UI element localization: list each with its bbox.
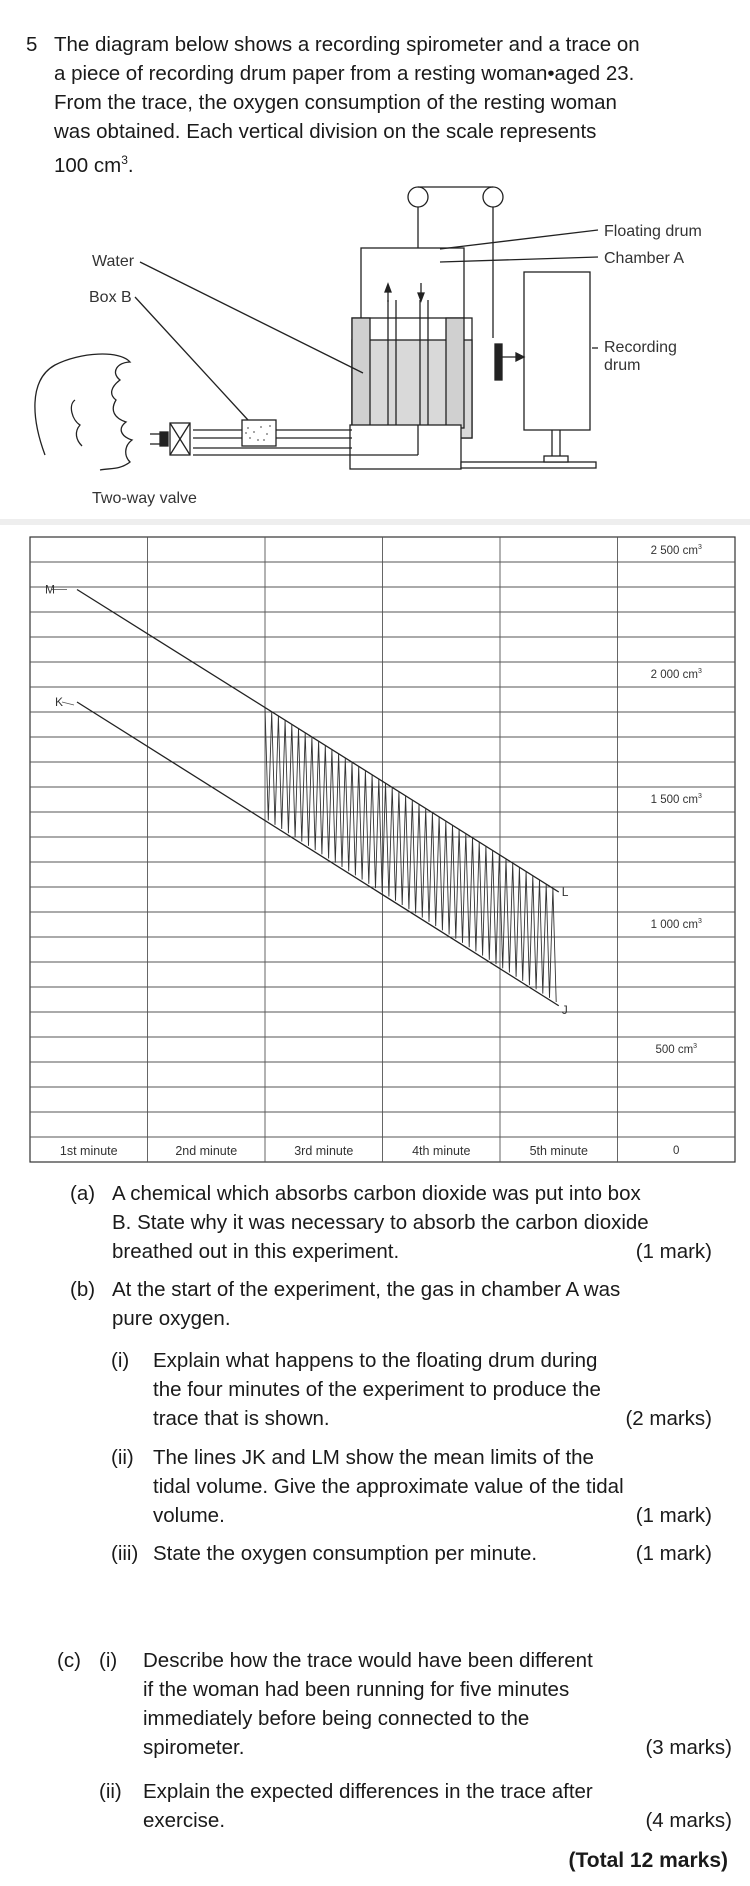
- minute-label: 4th minute: [412, 1144, 471, 1158]
- intro-end: .: [127, 153, 134, 177]
- part-b-ii-text: [153, 1443, 713, 1530]
- part-b-i-marks: (2 marks): [625, 1407, 712, 1430]
- part-b-iii-text: [153, 1539, 653, 1568]
- text-line: pure oxygen.: [112, 1307, 231, 1330]
- text-line: B. State why it was necessary to absorb the carbon dioxide: [112, 1211, 649, 1234]
- intro-unit: 100 cm: [54, 153, 122, 177]
- label-drum: drum: [604, 357, 641, 374]
- point-label-j: J: [561, 1002, 568, 1017]
- text-line: At the start of the experiment, the gas in chamber A was: [112, 1278, 621, 1301]
- minute-label: 2nd minute: [175, 1144, 238, 1158]
- part-c-i-label: (i): [99, 1649, 118, 1672]
- volume-label: 2 500 $cm^3$: [650, 544, 702, 557]
- text-line: A chemical which absorbs carbon dioxide was put into box: [112, 1182, 641, 1205]
- pulley-right: [483, 187, 503, 207]
- pen: [495, 344, 502, 380]
- part-b-text: [112, 1275, 732, 1333]
- part-b-i-label: (i): [111, 1349, 130, 1372]
- part-c-ii-text: [143, 1777, 703, 1835]
- point-label-k: K: [55, 695, 64, 709]
- part-b-ii-label: (ii): [111, 1446, 134, 1469]
- chart-grid: [30, 537, 735, 1162]
- part-c-ii-marks: (4 marks): [645, 1809, 732, 1832]
- text-line: breathed out in this experiment.: [112, 1240, 400, 1263]
- section-divider: [0, 519, 750, 525]
- volume-label-sup: 3: [697, 918, 702, 925]
- volume-label: 500 $cm^3$: [655, 1043, 698, 1056]
- minute-label: 1st minute: [59, 1144, 118, 1158]
- intro-line: The diagram below shows a recording spirometer and a trace on: [54, 33, 640, 56]
- intro-line: a piece of recording drum paper from a resting woman•aged 23.: [54, 62, 635, 85]
- text-line: if the woman had been running for five minutes: [143, 1678, 570, 1701]
- volume-label-sup: 3: [697, 793, 702, 800]
- text-line: spirometer.: [143, 1736, 245, 1759]
- text-line: volume.: [153, 1504, 225, 1527]
- part-b-iii-label: (iii): [111, 1542, 139, 1565]
- text-line: exercise.: [143, 1809, 226, 1832]
- text-line: Explain what happens to the floating drum during: [153, 1349, 598, 1372]
- text-line: The lines JK and LM show the mean limits of the: [153, 1446, 594, 1469]
- text-line: Explain the expected differences in the trace after: [143, 1780, 593, 1803]
- spirometer-diagram: [0, 175, 750, 515]
- text-line: tidal volume. Give the approximate value of the tidal: [153, 1475, 624, 1498]
- part-c-i-text: [143, 1646, 723, 1762]
- part-c-ii-label: (ii): [99, 1780, 122, 1803]
- volume-label: 1 500 $cm^3$: [650, 793, 702, 806]
- label-floating-drum: Floating drum: [604, 223, 702, 240]
- part-b-iii-marks: (1 mark): [635, 1542, 712, 1565]
- minute-label: 3rd minute: [294, 1144, 354, 1158]
- part-b-label: (b): [70, 1278, 96, 1301]
- volume-label: 1 000 $cm^3$: [650, 918, 702, 931]
- part-c-label: (c): [57, 1649, 81, 1672]
- question-number: 5: [26, 33, 38, 56]
- label-recording: Recording: [604, 339, 677, 356]
- recording-drum: [524, 272, 590, 430]
- part-b-ii-marks: (1 mark): [635, 1504, 712, 1527]
- pulley-left: [408, 187, 428, 207]
- volume-label-sup: 3: [697, 668, 702, 675]
- base-box: [350, 425, 461, 469]
- box-b: [242, 420, 276, 446]
- volume-label: 0: [673, 1145, 680, 1157]
- text-line: State the oxygen consumption per minute.: [153, 1542, 538, 1565]
- text-line: immediately before being connected to the: [143, 1707, 530, 1730]
- intro-text: [54, 30, 726, 180]
- point-label-m: M: [45, 582, 55, 597]
- volume-label-sup: 3: [697, 544, 702, 551]
- label-box-b: Box B: [89, 289, 132, 306]
- intro-line: was obtained. Each vertical division on the scale represents: [54, 120, 597, 143]
- total-marks: (Total 12 marks): [568, 1849, 728, 1872]
- trace-chart: [0, 530, 750, 1170]
- intro-line: From the trace, the oxygen consumption of the resting woman: [54, 91, 617, 114]
- text-line: trace that is shown.: [153, 1407, 330, 1430]
- part-a-marks: (1 mark): [635, 1240, 712, 1263]
- minute-label: 5th minute: [529, 1144, 588, 1158]
- label-two-way-valve: Two-way valve: [92, 490, 197, 507]
- intro-unit-sup: 3: [121, 153, 128, 167]
- part-a-label: (a): [70, 1182, 96, 1205]
- label-water: Water: [92, 253, 135, 270]
- text-line: the four minutes of the experiment to produce the: [153, 1378, 601, 1401]
- text-line: Describe how the trace would have been different: [143, 1649, 593, 1672]
- point-label-l: L: [561, 885, 569, 899]
- label-chamber-a: Chamber A: [604, 250, 685, 267]
- volume-label-sup: 3: [693, 1043, 698, 1050]
- part-c-i-marks: (3 marks): [645, 1736, 732, 1759]
- head-outline: [35, 354, 132, 470]
- volume-label: 2 000 $cm^3$: [650, 668, 702, 681]
